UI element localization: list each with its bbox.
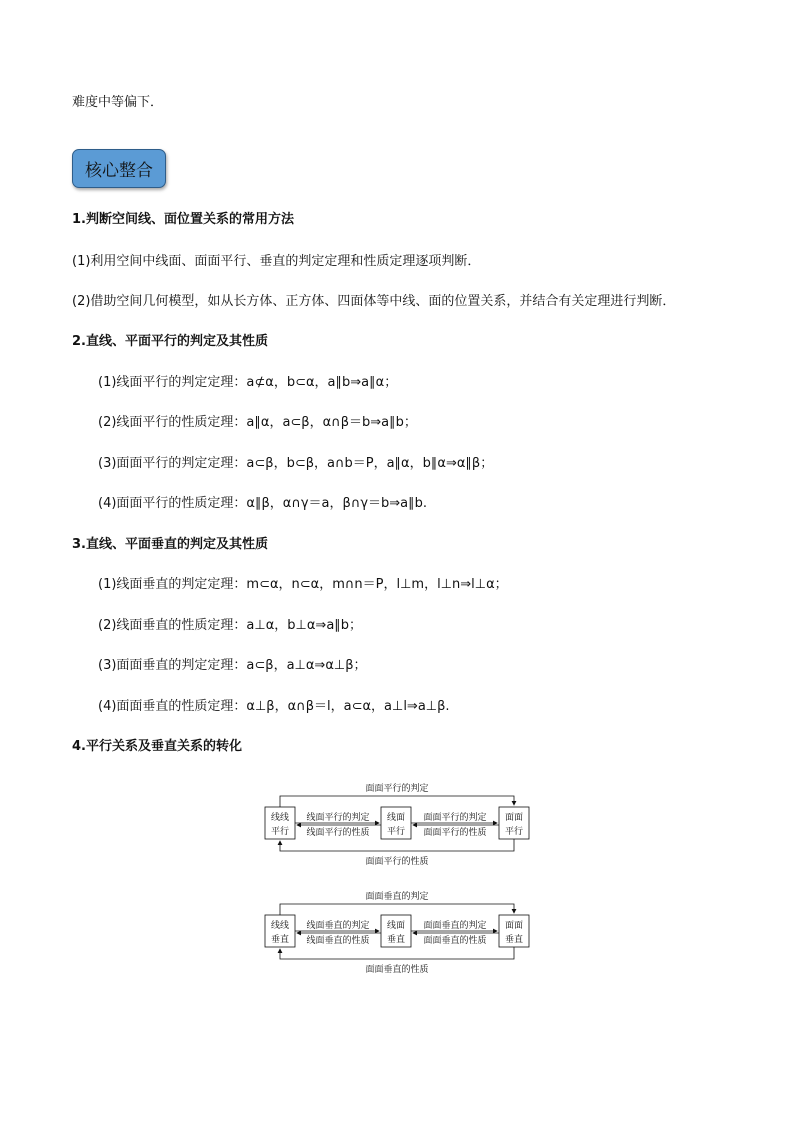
perpendicular-relation-diagram <box>262 886 532 978</box>
diagram2-bottom-label: 面面垂直的性质 <box>365 965 429 975</box>
section-3-item-4: (4)面面垂直的性质定理：α⊥β，α∩β＝l，a⊂α，a⊥l⇒a⊥β. <box>98 699 450 714</box>
diagram1-box-1-line-2: 平行 <box>270 827 290 837</box>
parallel-relation-diagram <box>262 778 532 870</box>
diagram1-box-2-line-1: 线面 <box>386 813 406 823</box>
diagram1-arrow-2-bottom-label: 面面平行的性质 <box>423 828 487 838</box>
badge-label: 核心整合 <box>85 161 153 181</box>
diagram2-box-2-line-1: 线面 <box>386 921 406 931</box>
diagram1-box-3-line-1: 面面 <box>504 813 524 823</box>
section-1-item-1: (1)利用空间中线面、面面平行、垂直的判定定理和性质定理逐项判断． <box>72 254 481 269</box>
diagram2-box-1-line-1: 线线 <box>270 921 290 931</box>
diagram1-arrow-1-top-label: 线面平行的判定 <box>306 813 370 823</box>
diagram1-top-arrow <box>280 796 514 808</box>
diagram2-arrow-1-top-label: 线面垂直的判定 <box>306 921 370 931</box>
diagram2-top-label: 面面垂直的判定 <box>365 892 429 902</box>
diagram1-arrow-1-bottom-label: 线面平行的性质 <box>306 828 370 838</box>
diagram2-box-3-line-1: 面面 <box>504 921 524 931</box>
diagram2-box-2-line-2: 垂直 <box>386 935 406 945</box>
diagram1-box-2-line-2: 平行 <box>386 827 406 837</box>
diagram2-box-1-line-2: 垂直 <box>270 935 290 945</box>
diagram2-box-3-line-2: 垂直 <box>504 935 524 945</box>
section-2-item-3: (3)面面平行的判定定理：a⊂β，b⊂β，a∩b＝P，a∥α，b∥α⇒α∥β； <box>98 456 494 471</box>
intro-text: 难度中等偏下． <box>72 95 164 110</box>
section-3-item-1: (1)线面垂直的判定定理：m⊂α，n⊂α，m∩n＝P，l⊥m，l⊥n⇒l⊥α； <box>98 577 508 592</box>
section-3-item-2: (2)线面垂直的性质定理：a⊥α，b⊥α⇒a∥b； <box>98 618 363 633</box>
section-badge <box>72 149 166 188</box>
diagram1-box-1-line-1: 线线 <box>270 813 290 823</box>
diagram2-bottom-arrow <box>280 947 514 959</box>
section-2-item-2: (2)线面平行的性质定理：a∥α，a⊂β，α∩β＝b⇒a∥b； <box>98 415 417 430</box>
diagram2-top-arrow <box>280 904 514 916</box>
diagram2-arrow-2-bottom-label: 面面垂直的性质 <box>423 936 487 946</box>
diagram1-arrow-2-top-label: 面面平行的判定 <box>423 813 487 823</box>
section-heading-1: 1.判断空间线、面位置关系的常用方法 <box>72 212 294 227</box>
section-2-item-1: (1)线面平行的判定定理：a⊄α，b⊂α，a∥b⇒a∥α； <box>98 375 398 390</box>
diagram1-box-3-line-2: 平行 <box>504 827 524 837</box>
diagram1-bottom-label: 面面平行的性质 <box>365 857 429 867</box>
section-2-item-4: (4)面面平行的性质定理：α∥β，α∩γ＝a，β∩γ＝b⇒a∥b. <box>98 496 428 511</box>
section-heading-3: 3.直线、平面垂直的判定及其性质 <box>72 537 268 552</box>
diagram1-top-label: 面面平行的判定 <box>365 784 429 794</box>
diagram2-arrow-2-top-label: 面面垂直的判定 <box>423 921 487 931</box>
section-3-item-3: (3)面面垂直的判定定理：a⊂β，a⊥α⇒α⊥β； <box>98 658 367 673</box>
section-heading-2: 2.直线、平面平行的判定及其性质 <box>72 334 268 349</box>
section-heading-4: 4.平行关系及垂直关系的转化 <box>72 739 242 754</box>
section-1-item-2: (2)借助空间几何模型，如从长方体、正方体、四面体等中线、面的位置关系，并结合有关定理进行判断． <box>72 294 676 309</box>
diagram1-bottom-arrow <box>280 839 514 851</box>
diagram2-arrow-1-bottom-label: 线面垂直的性质 <box>306 936 370 946</box>
